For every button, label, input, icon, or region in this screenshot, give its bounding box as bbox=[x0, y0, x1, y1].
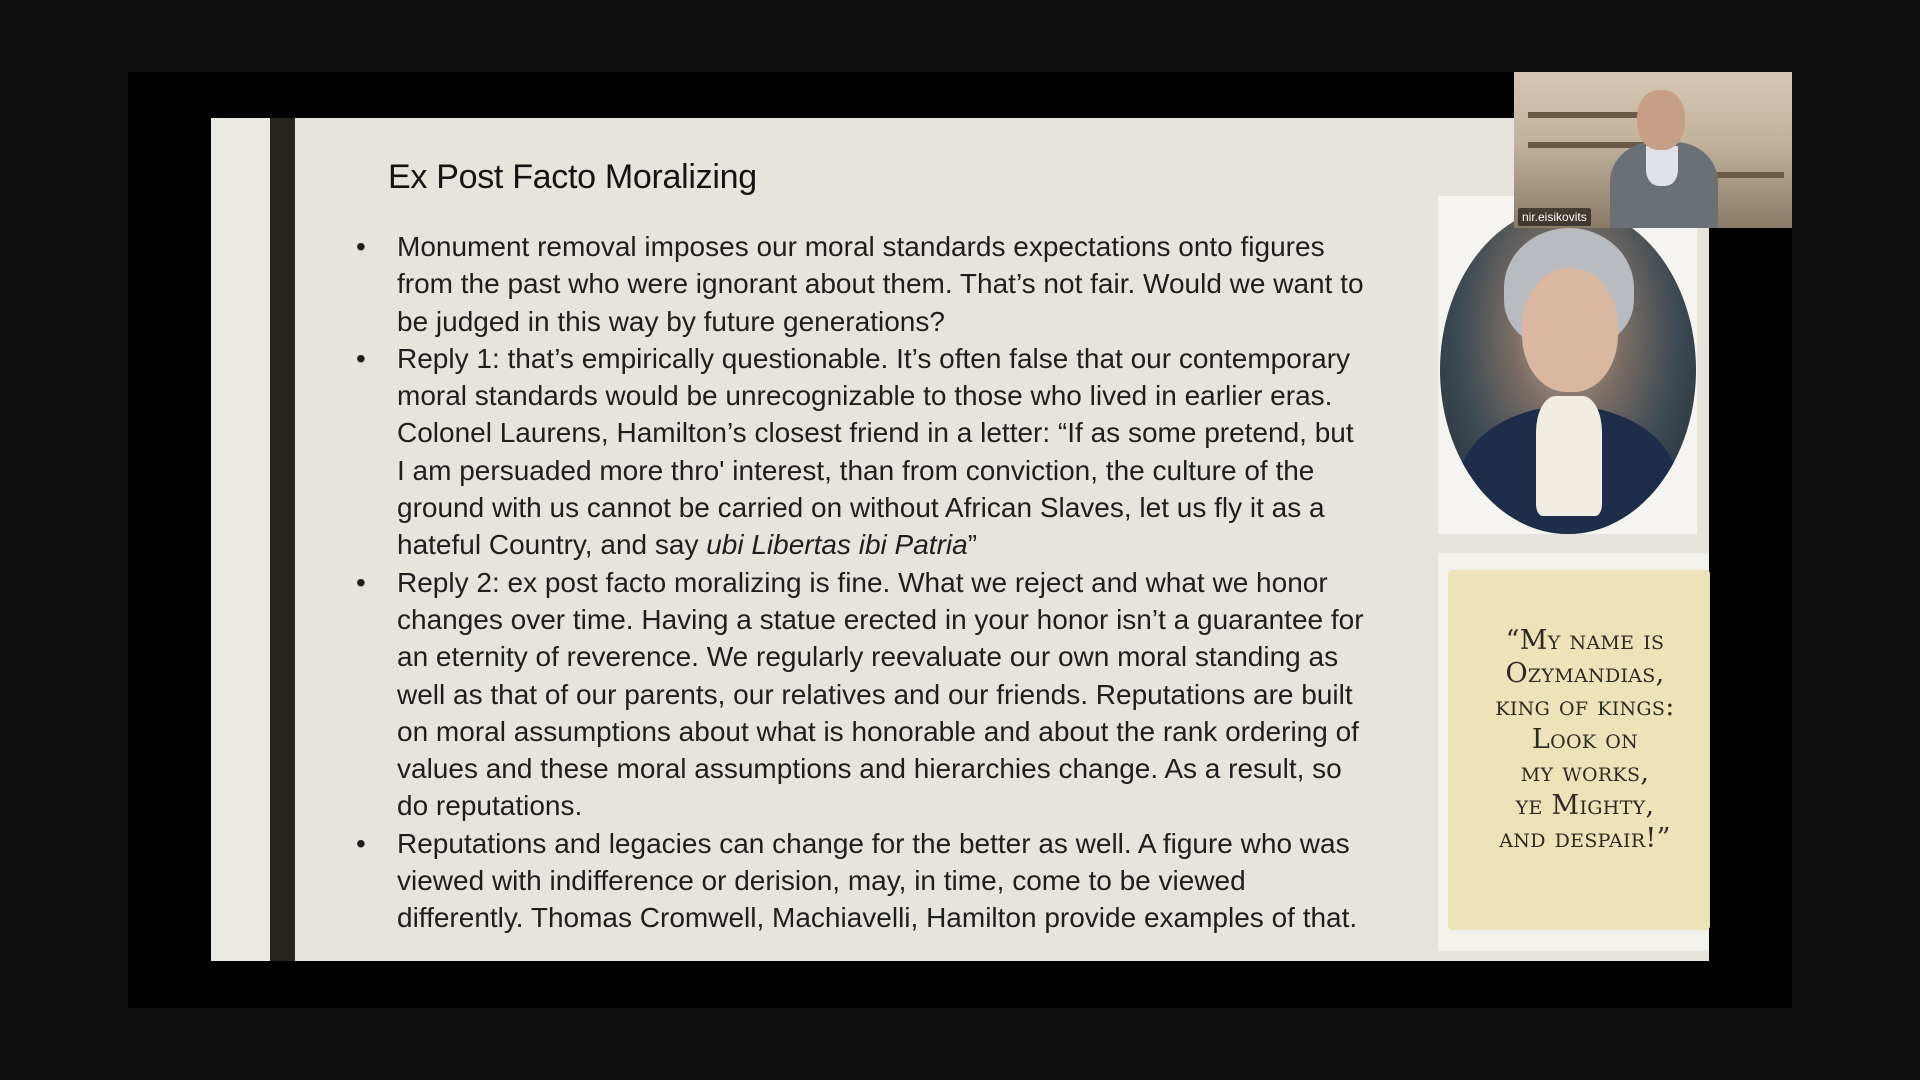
slide-title: Ex Post Facto Moralizing bbox=[388, 158, 757, 196]
participant-collar bbox=[1646, 146, 1678, 186]
bullet-line: I am persuaded more thro' interest, than from conviction, the culture of the bbox=[397, 454, 1315, 486]
bullet-line: values and these moral assumptions and hierarchies change. As a result, so bbox=[397, 753, 1342, 785]
bullet-line: well as that of our parents, our relatives and our friends. Reputations are built bbox=[397, 678, 1353, 710]
bullet-line: Reply 2: ex post facto moralizing is fine. What we reject and what we honor bbox=[397, 566, 1328, 598]
quote-line: and despair!” bbox=[1499, 823, 1671, 854]
bullet-marker: • bbox=[356, 566, 366, 598]
bullet-line: differently. Thomas Cromwell, Machiavelli, Hamilton provide examples of that. bbox=[397, 902, 1358, 934]
slide-accent-bar bbox=[270, 118, 295, 961]
bullet-line: Colonel Laurens, Hamilton’s closest friend in a letter: “If as some pretend, but bbox=[397, 417, 1354, 449]
quote-line: king of kings: bbox=[1495, 691, 1675, 722]
quote-line: Look on bbox=[1531, 724, 1639, 755]
bullet-line: Reputations and legacies can change for the better as well. A figure who was bbox=[397, 827, 1350, 859]
bullet-marker: • bbox=[356, 342, 366, 374]
quote-line: my works, bbox=[1520, 757, 1650, 788]
background-shelf bbox=[1714, 172, 1784, 178]
participant-head bbox=[1637, 90, 1685, 150]
bullet-line: ground with us cannot be carried on without African Slaves, let us fly it as a bbox=[397, 492, 1325, 524]
bullet-line: from the past who were ignorant about them. That’s not fair. Would we want to bbox=[397, 268, 1364, 300]
ozymandias-quote bbox=[1458, 624, 1712, 855]
quote-line: “My name is bbox=[1505, 625, 1665, 656]
portrait-face bbox=[1522, 268, 1618, 392]
bullet-line: do reputations. bbox=[397, 790, 583, 822]
latin-phrase: ubi Libertas ibi Patria bbox=[706, 529, 968, 561]
portrait-shirt bbox=[1536, 396, 1602, 516]
quote-line: ye Mighty, bbox=[1515, 790, 1655, 821]
bullet-line: viewed with indifference or derision, may, in time, come to be viewed bbox=[397, 865, 1246, 897]
portrait-image bbox=[1440, 206, 1696, 534]
participant-name-label: nir.eisikovits bbox=[1518, 208, 1591, 226]
quote-line: Ozymandias, bbox=[1505, 658, 1665, 689]
bullet-line: moral standards would be unrecognizable to those who lived in earlier eras. bbox=[397, 380, 1333, 412]
slide-left-strip bbox=[211, 118, 270, 961]
bullet-marker: • bbox=[356, 231, 366, 262]
webcam-thumbnail[interactable] bbox=[1514, 72, 1792, 228]
bullet-line: Monument removal imposes our moral standards expectations onto figures bbox=[397, 231, 1325, 262]
background-shelf bbox=[1528, 112, 1648, 118]
bullet-line-prefix: hateful Country, and say bbox=[397, 529, 707, 561]
bullet-line: Reply 1: that’s empirically questionable. It’s often false that our contemporary bbox=[397, 342, 1351, 374]
bullet-line: be judged in this way by future generations? bbox=[397, 305, 945, 337]
bullet-marker: • bbox=[356, 827, 366, 859]
bullet-line: changes over time. Having a statue erected in your honor isn’t a guarantee for bbox=[397, 603, 1364, 635]
bullet-line: on moral assumptions about what is honorable and about the rank ordering of bbox=[397, 715, 1359, 747]
bullet-line-suffix: ” bbox=[967, 529, 978, 561]
bullet-line: an eternity of reverence. We regularly reevaluate our own moral standing as bbox=[397, 641, 1339, 673]
